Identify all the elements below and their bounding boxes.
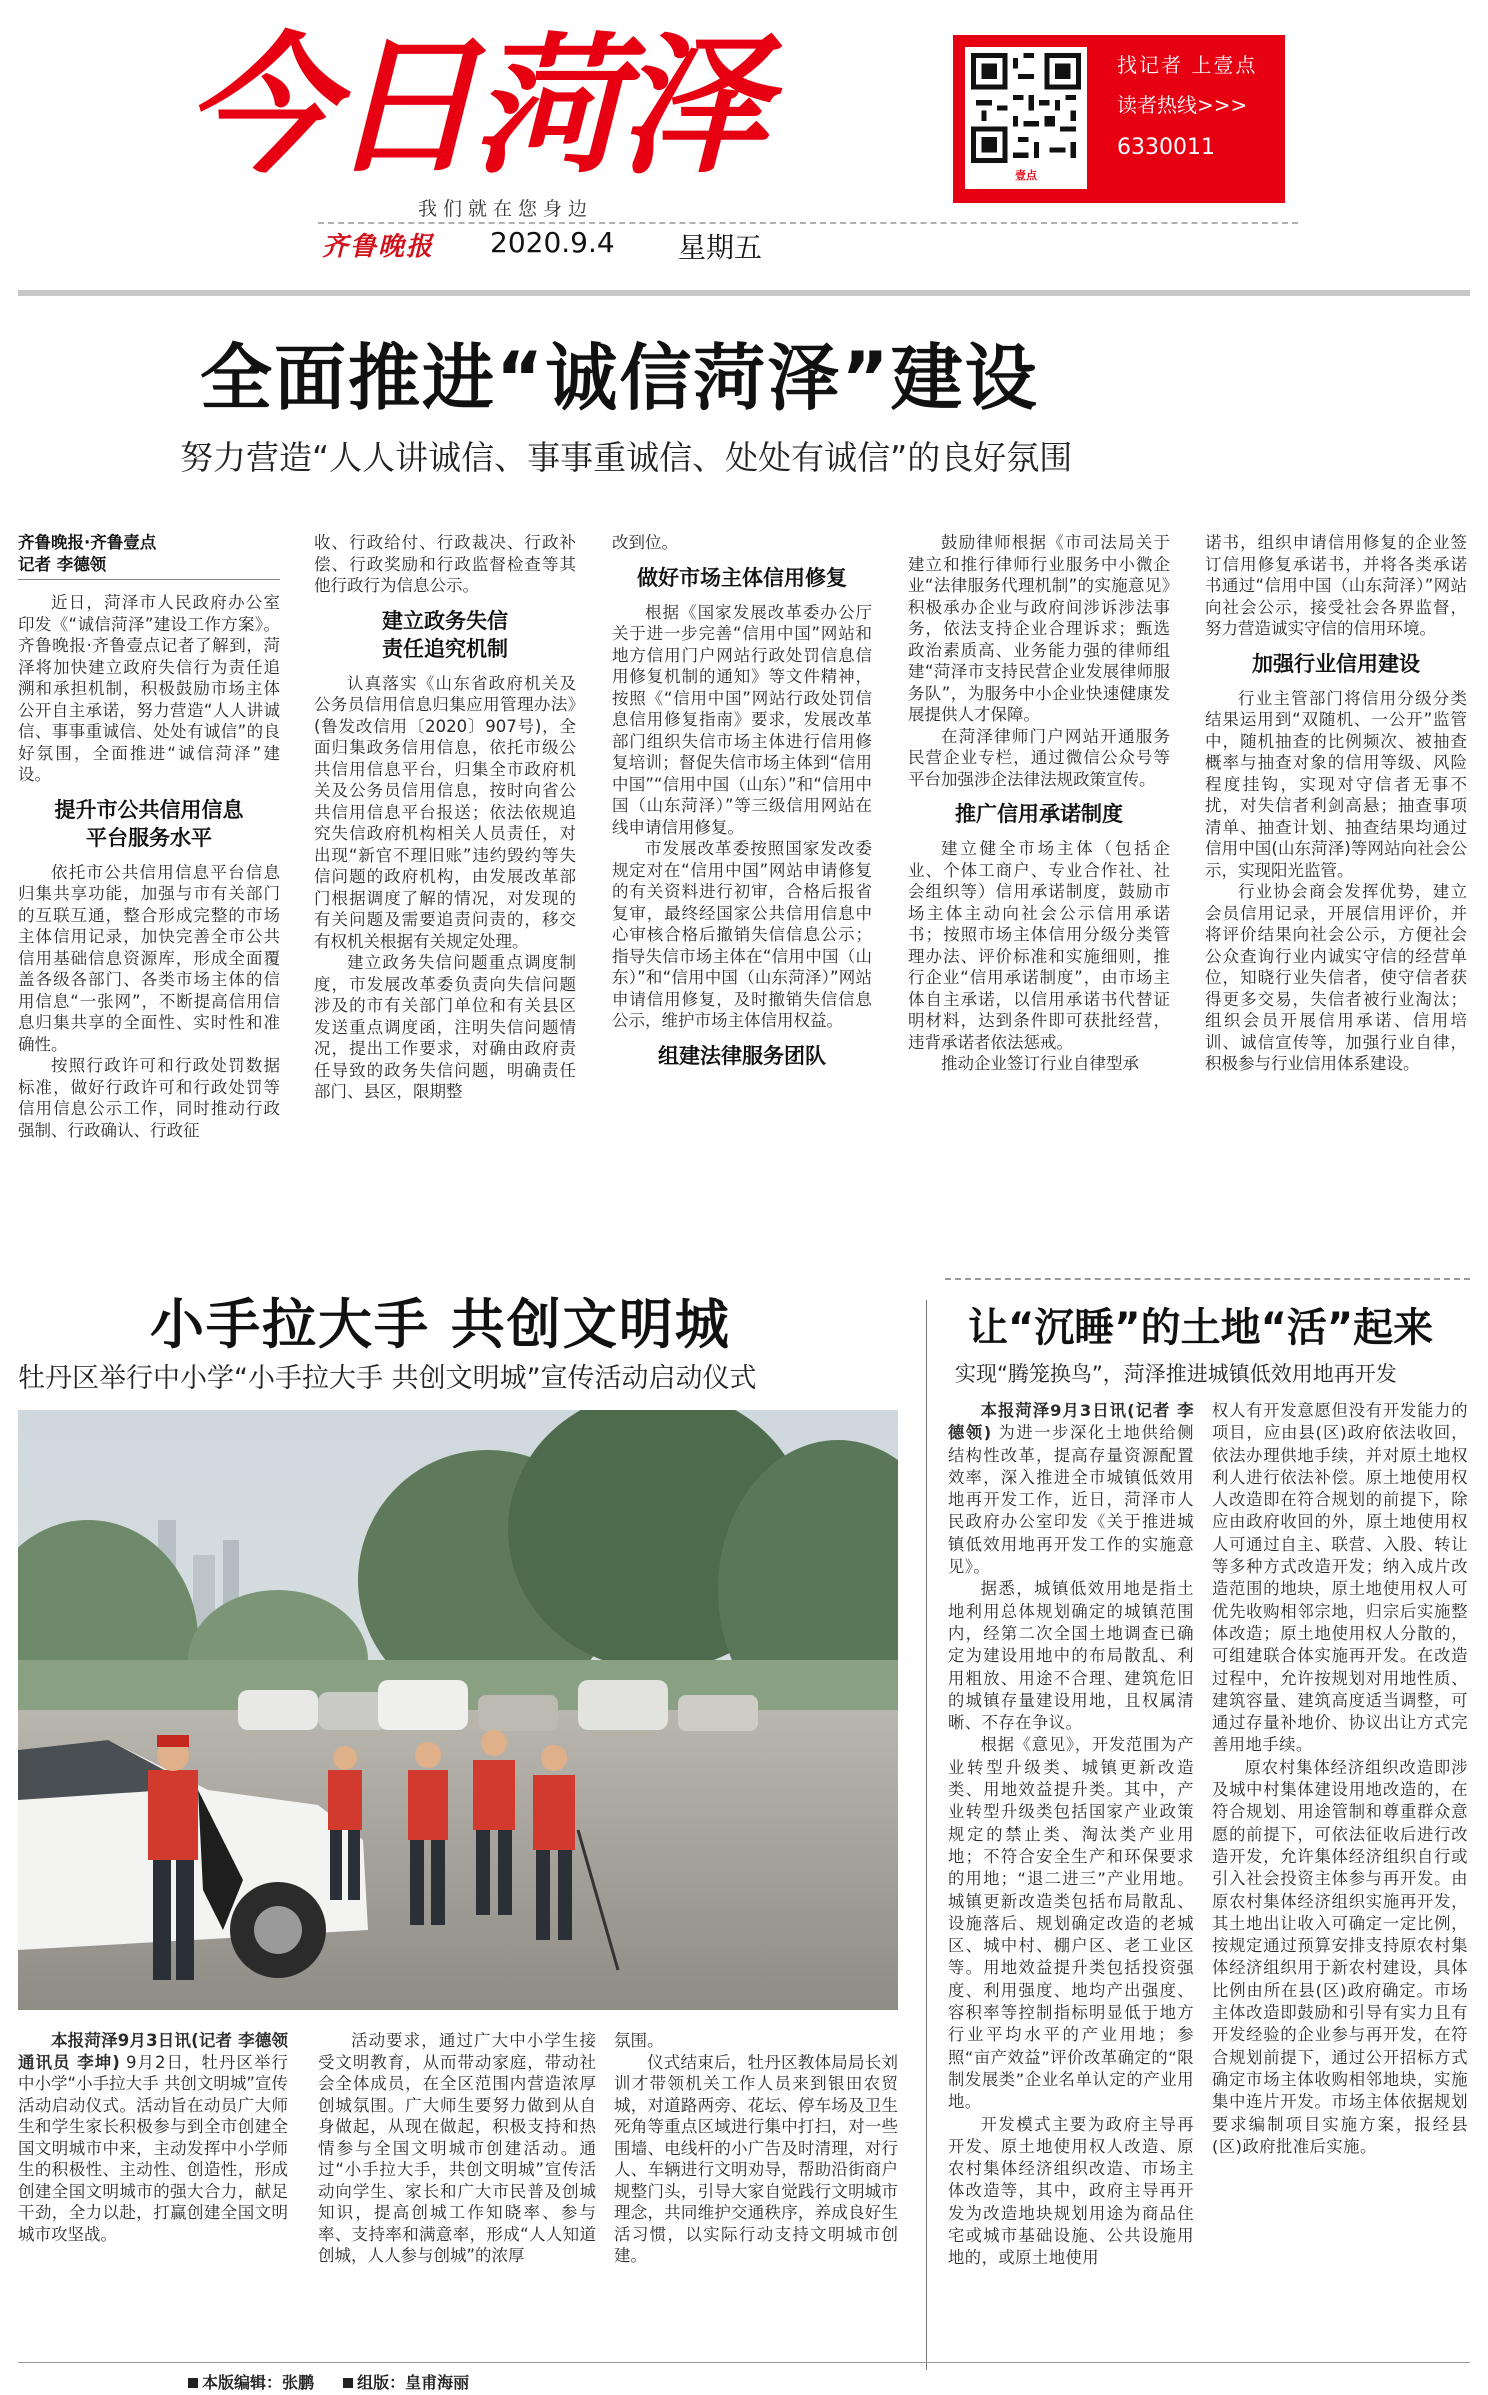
paragraph: 按照行政许可和行政处罚数据标准，做好行政许可和行政处罚等信用信息公示工作，同时推动行政强制、行政确认、行政征: [18, 1056, 280, 1140]
subheading: 加强行业信用建设: [1252, 651, 1420, 676]
subheading: [314, 607, 576, 663]
story2-lead: 9月2日，牡丹区举行中小学“小手拉大手 共创文明城”宣传活动启动仪式。活动旨在动员广大师生和学生家长积极参与到全市创建全国文明城市中来，主动发挥中小学师生的积极性、主动性、创造性，形成创建全国文明城市的强大合力，献足干劲，全力以赴，打赢创建全国文明城市攻坚战。: [18, 2052, 288, 2244]
story3-dateline: 本报菏泽9月3日讯(记者 李德领): [948, 1401, 1194, 1443]
story1-title: 全面推进“诚信菏泽”建设: [200, 336, 1039, 420]
paragraph: [18, 2030, 288, 2245]
byline-rule: [18, 579, 280, 580]
paragraph: 市发展改革委按照国家发改委规定对在“信用中国”网站申请修复的有关资料进行初审，合格后报省复审，最终经国家公共信用信息中心审核合格后撤销失信信息公示；指导失信市场主体在“信用中国（山东）”和“信用中国（山东菏泽）”网站申请信用修复，及时撤销失信信息公示，维护市场主体信用权益。: [612, 839, 872, 1030]
story2-column-3: [614, 2030, 898, 2360]
footer-layout-text: 组版：皇甫海丽: [357, 2373, 470, 2392]
square-bullet-icon: [188, 2378, 198, 2388]
banner-rule: [18, 290, 1470, 296]
paragraph: 行业主管部门将信用分级分类结果运用到“双随机、一公开”监管中，随机抽查的比例频次、被抽查概率与抽查对象的信用等级、风险程度挂钩，实现对守信者无事不扰，对失信者利剑高悬；抽查事项清单、抽查计划、抽查结果均通过信用中国(山东菏泽)等网站向社会公示，实现阳光监管。: [1205, 688, 1467, 880]
paragraph: 建立健全市场主体（包括企业、个体工商户、专业合作社、社会组织等）信用承诺制度，鼓励市场主体主动向社会公示信用承诺书；按照市场主体信用分级分类管理办法、评价标准和实施细则，推行企业“信用承诺制度”，由市场主体自主承诺，以信用承诺书代替证明材料，达到条件即可获批经营，违背承诺者依法惩戒。: [908, 839, 1170, 1052]
column-divider: [926, 1300, 927, 2370]
subheading: 组建法律服务团队: [658, 1043, 826, 1068]
paragraph: 推动企业签订行业自律型承: [941, 1054, 1139, 1073]
paragraph: 诺书，组织申请信用修复的企业签订信用修复承诺书，并将各类承诺书通过“信用中国（山东菏泽）”网站向社会公示，接受社会各界监督，努力营造诚实守信的信用环境。: [1205, 533, 1467, 638]
story3-title: 让“沉睡”的土地“活”起来: [968, 1305, 1434, 1351]
qr-code-icon: [971, 53, 1081, 163]
paragraph: 近日，菏泽市人民政府办公室印发《“诚信菏泽”建设工作方案》。齐鲁晚报·齐鲁壹点记者了解到，菏泽将加快建立政府失信行为责任追溯和承担机制，积极鼓励市场主体公开自主承诺，努力营造“人人讲诚信、事事重诚信、处处有诚信”的良好氛围，全面推进“诚信菏泽”建设。: [18, 593, 280, 784]
square-bullet-icon: [343, 2378, 353, 2388]
paragraph: 根据《意见》，开发范围为产业转型升级类、城镇更新改造类、用地效益提升类。其中，产业转型升级类包括国家产业政策规定的禁止类、淘汰类产业用地；不符合安全生产和环保要求的用地；“退二进三”产业用地。城镇更新改造类包括布局散乱、设施落后、规划确定改造的老城区、城中村、棚户区、老工业区等。用地效益提升类包括投资强度、利用强度、地均产出强度、容积率等控制指标明显低于地方行业平均水平的产业用地；参照“亩产效益”评价改革确定的“限制发展类”企业名单认定的产业用地。: [948, 1735, 1194, 2112]
story1-column-3: [612, 532, 872, 1222]
masthead-divider: [318, 222, 1298, 224]
newspaper-logo: 今日菏泽: [185, 20, 762, 194]
paragraph: 行业协会商会发挥优势，建立会员信用记录，开展信用评价，并将评价结果向社会公示，方便社会公众查询行业内诚实守信的经营单位，知晓行业失信者，使守信者获得更多交易，失信者被行业淘汰；组织会员开展信用承诺、信用培训、诚信宣传等，加强行业自律，积极参与行业信用体系建设。: [1205, 882, 1467, 1073]
story1-column-2: [314, 532, 576, 1222]
story2-column-1: [18, 2030, 288, 2360]
paragraph: 据悉，城镇低效用地是指土地利用总体规划确定的城镇范围内，经第二次全国土地调查已确定为建设用地中的布局散乱、利用粗放、用途不合理、建筑危旧的城镇存量建设用地，且权属清晰、不存在争议。: [948, 1579, 1194, 1733]
paragraph: 开发模式主要为政府主导再开发、原土地使用权人改造、原农村集体经济组织改造、市场主体改造等，其中，政府主导再开发为改造地块规划用途为商品住宅或城市基础设施、公共设施用地的，或原土地使用: [948, 2114, 1194, 2268]
subheading: 做好市场主体信用修复: [637, 565, 847, 590]
section-divider: [945, 1278, 1470, 1280]
story2-dateline: 本报菏泽9月3日讯(记者 李德领 通讯员 李坤): [18, 2031, 288, 2072]
footer-rule: [18, 2362, 1470, 2363]
page-footer: [188, 2370, 493, 2393]
paragraph: 收、行政给付、行政裁决、行政补偿、行政奖励和行政监督检查等其他行政行为信息公示。: [314, 533, 576, 595]
masthead: [0, 0, 1488, 300]
issue-date: 2020.9.4: [490, 226, 615, 259]
paragraph: 认真落实《山东省政府机关及公务员信用信息归集应用管理办法》(鲁发改信用〔2020〕907号)，全面归集政务信用信息，依托市级公共信用信息平台，归集全市政府机关及公务员信用信息，按时向省公共信用信息平台报送；依法依规追究失信政府机构相关人员责任，对出现“新官不理旧账”违约毁约等失信问题的政府机构，由发展改革部门根据调度了解的情况，对发现的有关问题及需要追责问责的，移交有权机关根据有关规定处理。: [314, 673, 576, 951]
paragraph: 仪式结束后，牡丹区教体局局长刘训才带领机关工作人员来到银田农贸城，对道路两旁、花坛、停车场及卫生死角等重点区域进行集中打扫，对一些围墙、电线杆的小广告及时清理，对行人、车辆进行文明劝导，帮助沿街商户规整门头，引导大家自觉践行文明城市理念，共同维护交通秩序，养成良好生活习惯，以实际行动支持文明城市创建。: [614, 2052, 898, 2265]
brand-name: 齐鲁晚报: [322, 232, 435, 262]
subheading-line: 建立政务失信: [382, 608, 508, 633]
paragraph: 建立政务失信问题重点调度制度，市发展改革委负责向失信问题涉及的市有关部门单位和有关县区发送重点调度函，注明失信问题情况，提出工作要求，对确由政府责任导致的政务失信问题，明确责任部门、县区，限期整: [314, 953, 576, 1101]
contact-box: [953, 35, 1285, 203]
paragraph: [948, 1400, 1194, 1578]
story3-column-2: [1212, 1400, 1468, 2350]
story2-subtitle: 牡丹区举行中小学“小手拉大手 共创文明城”宣传活动启动仪式: [18, 1363, 757, 1394]
volunteers-cleaning-photo: [18, 1410, 898, 2010]
footer-editor: [188, 2373, 314, 2392]
story1-column-5: [1205, 532, 1467, 1222]
contact-phone[interactable]: 6330011: [1117, 135, 1215, 160]
story2-column-2: [318, 2030, 596, 2360]
story1-column-4: [908, 532, 1170, 1222]
paragraph: 根据《国家发展改革委办公厅关于进一步完善“信用中国”网站和地方信用门户网站行政处罚信息信用修复机制的通知》等文件精神，按照《“信用中国”网站行政处罚信息信用修复指南》要求，发展改革部门组织失信市场主体进行信用修复培训；督促失信市场主体到“信用中国”“信用中国（山东）”和“信用中国（山东菏泽）”等三级信用网站在线申请信用修复。: [612, 602, 872, 837]
paragraph: 在菏泽律师门户网站开通服务民营企业专栏，通过微信公众号等平台加强涉企法律法规政策宣传。: [908, 726, 1170, 789]
paragraph: 权人有开发意愿但没有开发能力的项目，应由县(区)政府依法收回，依法办理供地手续，并对原土地权利人进行依法补偿。原土地使用权人改造即在符合规划的前提下，除应由政府收回的外，原土地使用权人可通过自主、联营、入股、转让等多种方式改造开发；纳入成片改造范围的地块，原土地使用权人可优先收购相邻宗地，归宗后实施整体改造；原土地使用权人分散的，可组建联合体实施再开发。在改造过程中，允许按规划对用地性质、建筑容量、建筑高度适当调整，可通过存量补地价、协议出让方式完善用地手续。: [1212, 1401, 1468, 1755]
subheading-line: 责任追究机制: [382, 636, 508, 661]
qr-code[interactable]: [965, 47, 1087, 189]
footer-layout: [343, 2373, 469, 2392]
qr-caption: 壹点: [1015, 169, 1037, 182]
story1-subtitle: 努力营造“人人讲诚信、事事重诚信、处处有诚信”的良好氛围: [180, 438, 1073, 477]
story3-subtitle: 实现“腾笼换鸟”，菏泽推进城镇低效用地再开发: [955, 1362, 1397, 1386]
footer-editor-text: 本版编辑：张鹏: [202, 2373, 315, 2392]
subheading-line: 提升市公共信用信息: [54, 797, 244, 822]
paragraph: 氛围。: [614, 2031, 664, 2050]
paragraph: 依托市公共信用信息平台信息归集共享功能，加强与市有关部门的互联互通，整合形成完整的市场主体信用记录，加快完善全市公共信用基础信息资源库，形成全面覆盖各级各部门、各类市场主体的信用信息“一张网”，不断提高信用信息归集共享的全面性、实时性和准确性。: [18, 862, 280, 1054]
slogan: 我们就在您身边: [418, 198, 594, 220]
story2-title: 小手拉大手 共创文明城: [150, 1293, 731, 1356]
issue-weekday: 星期五: [678, 231, 763, 264]
story1-source: 齐鲁晚报·齐鲁壹点: [18, 533, 157, 552]
story1-column-1: [18, 532, 280, 1222]
subheading: 推广信用承诺制度: [955, 802, 1123, 826]
paragraph: 鼓励律师根据《市司法局关于建立和推行律师行业服务中小微企业“法律服务代理机制”的实施意见》积极承办企业与政府间涉诉涉法事务，依法支持企业合理诉求；甄选政治素质高、业务能力强的律师组建“菏泽市支持民营企业发展律师服务队”，为服务中小企业快速健康发展提供人才保障。: [908, 533, 1170, 724]
story1-reporter: 记者 李德领: [18, 554, 107, 574]
paragraph: 活动要求，通过广大中小学生接受文明教育，从而带动家庭，带动社会全体成员，在全区范围内营造浓厚创城氛围。广大师生要努力做到从自身做起，从现在做起，积极支持和热情参与全国文明城市创建活动。通过“小手拉大手，共创文明城”宣传活动向学生、家长和广大市民普及创城知识，提高创城工作知晓率、参与率、支持率和满意率，形成“人人知道创城，人人参与创城”的浓厚: [318, 2031, 596, 2265]
news-photo: [18, 1410, 898, 2010]
contact-line-hotline: 读者热线>>>: [1117, 93, 1248, 117]
subheading-line: 平台服务水平: [86, 825, 212, 850]
story3-lead: 为进一步深化土地供给侧结构性改革，提高存量资源配置效率，深入推进全市城镇低效用地再开发工作，近日，菏泽市人民政府办公室印发《关于推进城镇低效用地再开发工作的实施意见》。: [948, 1423, 1194, 1577]
contact-line-reporter: 找记者 上壹点: [1117, 53, 1258, 77]
story3-column-1: [948, 1400, 1194, 2350]
paragraph: 原农村集体经济组织改造即涉及城中村集体建设用地改造的，在符合规划、用途管制和尊重群众意愿的前提下，可依法征收后进行改造开发，允许集体经济组织自行或引入社会投资主体参与再开发。由原农村集体经济组织实施再开发，其土地出让收入可确定一定比例，按规定通过预算安排支持原农村集体经济组织用于新农村建设，具体比例由所在县(区)政府确定。市场主体改造即鼓励和引导有实力且有开发经验的企业参与再开发，在符合规划前提下，通过公开招标方式确定市场主体收购相邻地块，实施集中连片开发。市场主体依据规划要求编制项目实施方案，报经县(区)政府批准后实施。: [1212, 1757, 1468, 2156]
subheading: [18, 796, 280, 852]
paragraph: 改到位。: [612, 533, 678, 552]
